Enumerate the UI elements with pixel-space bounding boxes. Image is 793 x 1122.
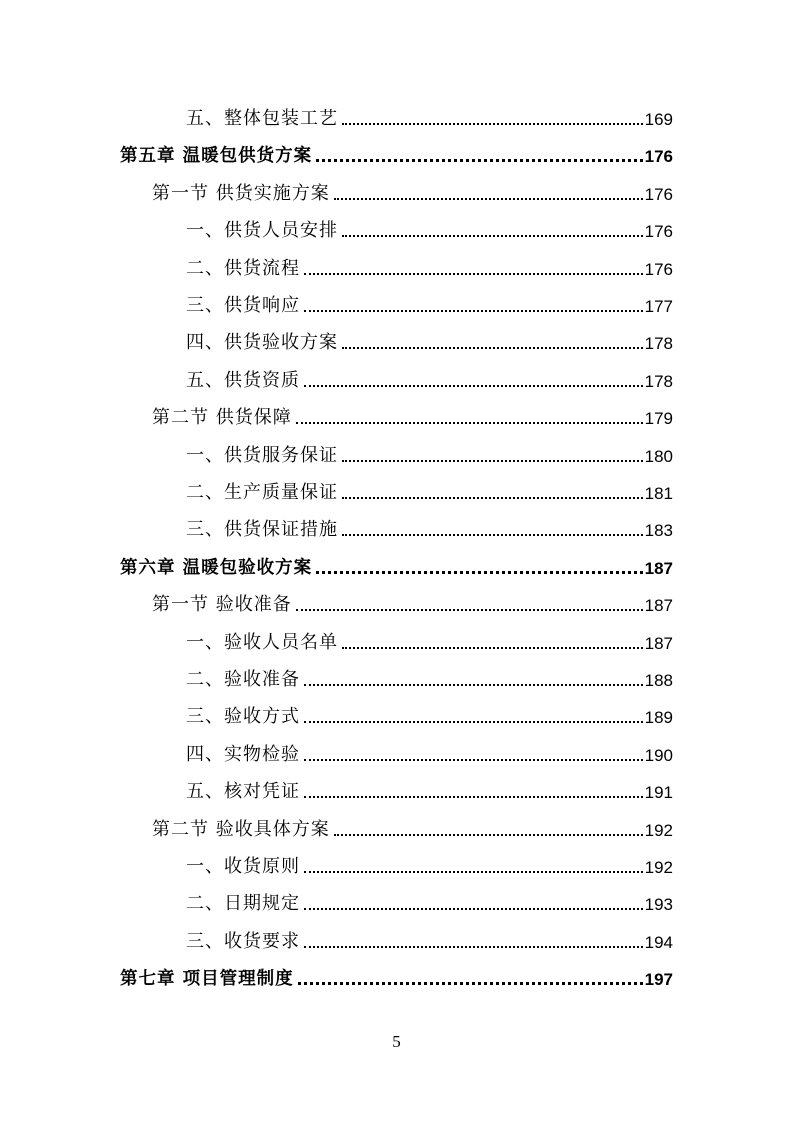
toc-entry-title: 第二节 验收具体方案: [152, 818, 330, 840]
toc-entry-title: 第七章 项目管理制度: [120, 969, 294, 990]
toc-dot-leader: [304, 263, 643, 275]
toc-entry-page: 187: [644, 558, 673, 578]
toc-entry-page: 187: [644, 596, 673, 616]
toc-subsection-entry[interactable]: [186, 923, 673, 953]
toc-entry-page: 188: [644, 671, 673, 690]
toc-entry-page: 176: [644, 259, 673, 279]
toc-entry-title: 第一节 验收准备: [152, 594, 292, 616]
toc-entry-title: 一、供货人员安排: [186, 220, 338, 242]
toc-entry-title: 四、实物检验: [186, 743, 300, 765]
toc-entry-title: 二、生产质量保证: [186, 482, 338, 503]
toc-dot-leader: [316, 561, 643, 574]
toc-entry-title: 第五章 温暖包供货方案: [120, 146, 313, 167]
toc-entry-title: 二、验收准备: [186, 669, 300, 690]
toc-dot-leader: [342, 113, 643, 125]
toc-dot-leader: [342, 450, 643, 462]
toc-entry-page: 192: [644, 858, 673, 877]
toc-section-entry[interactable]: [152, 586, 673, 616]
toc-chapter-entry[interactable]: [120, 549, 673, 579]
toc-dot-leader: [304, 898, 643, 910]
toc-dot-leader: [304, 674, 643, 686]
toc-dot-leader: [304, 936, 643, 948]
toc-subsection-entry[interactable]: [186, 324, 673, 354]
toc-entry-title: 第一节 供货实施方案: [152, 182, 330, 204]
toc-entry-page: 169: [644, 110, 673, 129]
toc-entry-page: 176: [644, 222, 673, 242]
toc-subsection-entry[interactable]: [186, 437, 673, 467]
toc-entry-page: 193: [644, 895, 673, 915]
toc-dot-leader: [342, 225, 643, 237]
toc-subsection-entry[interactable]: [186, 848, 673, 878]
toc-entry-title: 五、核对凭证: [186, 781, 300, 803]
toc-entry-page: 178: [644, 371, 673, 391]
toc-section-entry[interactable]: [152, 175, 673, 205]
toc-entry-page: 191: [644, 783, 673, 803]
toc-dot-leader: [342, 637, 643, 649]
toc-dot-leader: [296, 412, 643, 424]
toc-subsection-entry[interactable]: [186, 624, 673, 654]
toc-chapter-entry[interactable]: [120, 960, 673, 990]
toc-entry-title: 第二节 供货保障: [152, 407, 292, 429]
toc-entry-page: 180: [644, 446, 673, 466]
toc-entry-title: 五、整体包装工艺: [186, 108, 338, 129]
toc-entry-page: 181: [644, 484, 673, 503]
toc-entry-title: 三、验收方式: [186, 706, 300, 728]
toc-subsection-entry[interactable]: [186, 773, 673, 803]
toc-dot-leader: [342, 524, 643, 536]
toc-dot-leader: [304, 749, 643, 761]
toc-entry-page: 178: [644, 334, 673, 354]
toc-dot-leader: [296, 599, 643, 611]
toc-entry-title: 三、供货响应: [186, 295, 300, 316]
toc-subsection-entry[interactable]: [186, 212, 673, 242]
toc-entry-page: 187: [644, 633, 673, 653]
toc-subsection-entry[interactable]: [186, 250, 673, 280]
toc-subsection-entry[interactable]: [186, 474, 673, 504]
toc-dot-leader: [304, 375, 643, 387]
toc-entry-page: 179: [644, 409, 673, 429]
toc-entry-page: 194: [644, 932, 673, 952]
toc-dot-leader: [298, 972, 643, 985]
toc-chapter-entry[interactable]: [120, 137, 673, 167]
toc-subsection-entry[interactable]: [186, 100, 673, 130]
page-number: 5: [392, 1032, 401, 1051]
toc-subsection-entry[interactable]: [186, 661, 673, 691]
toc-dot-leader: [304, 711, 643, 723]
toc-dot-leader: [342, 487, 643, 499]
toc-entry-title: 一、供货服务保证: [186, 444, 338, 466]
toc-entry-title: 一、验收人员名单: [186, 631, 338, 653]
toc-entry-title: 三、供货保证措施: [186, 519, 338, 541]
toc-subsection-entry[interactable]: [186, 736, 673, 766]
toc-dot-leader: [304, 861, 643, 873]
toc-dot-leader: [316, 149, 643, 162]
toc-entry-title: 五、供货资质: [186, 369, 300, 391]
toc-dot-leader: [334, 188, 643, 200]
toc-dot-leader: [304, 786, 643, 798]
toc-entry-title: 四、供货验收方案: [186, 332, 338, 354]
toc-subsection-entry[interactable]: [186, 287, 673, 317]
toc-entry-page: 190: [644, 745, 673, 765]
toc-entry-title: 二、供货流程: [186, 257, 300, 279]
toc-dot-leader: [304, 300, 643, 312]
toc-section-entry[interactable]: [152, 811, 673, 841]
toc-subsection-entry[interactable]: [186, 698, 673, 728]
toc-section-entry[interactable]: [152, 399, 673, 429]
toc-entry-page: 183: [644, 521, 673, 541]
toc-entry-page: 189: [644, 708, 673, 728]
toc-dot-leader: [334, 824, 643, 836]
toc-entry-page: 176: [644, 184, 673, 204]
toc-entry-title: 二、日期规定: [186, 893, 300, 915]
toc-entry-title: 三、收货要求: [186, 930, 300, 952]
toc-entry-page: 197: [644, 970, 673, 990]
toc-entry-page: 177: [644, 297, 673, 316]
toc-subsection-entry[interactable]: [186, 362, 673, 392]
toc-dot-leader: [342, 337, 643, 349]
toc-entry-title: 一、收货原则: [186, 856, 300, 877]
toc-entry-page: 176: [644, 147, 673, 167]
toc-entry-title: 第六章 温暖包验收方案: [120, 557, 313, 578]
toc-entry-page: 192: [644, 820, 673, 840]
toc-subsection-entry[interactable]: [186, 885, 673, 915]
toc-subsection-entry[interactable]: [186, 511, 673, 541]
